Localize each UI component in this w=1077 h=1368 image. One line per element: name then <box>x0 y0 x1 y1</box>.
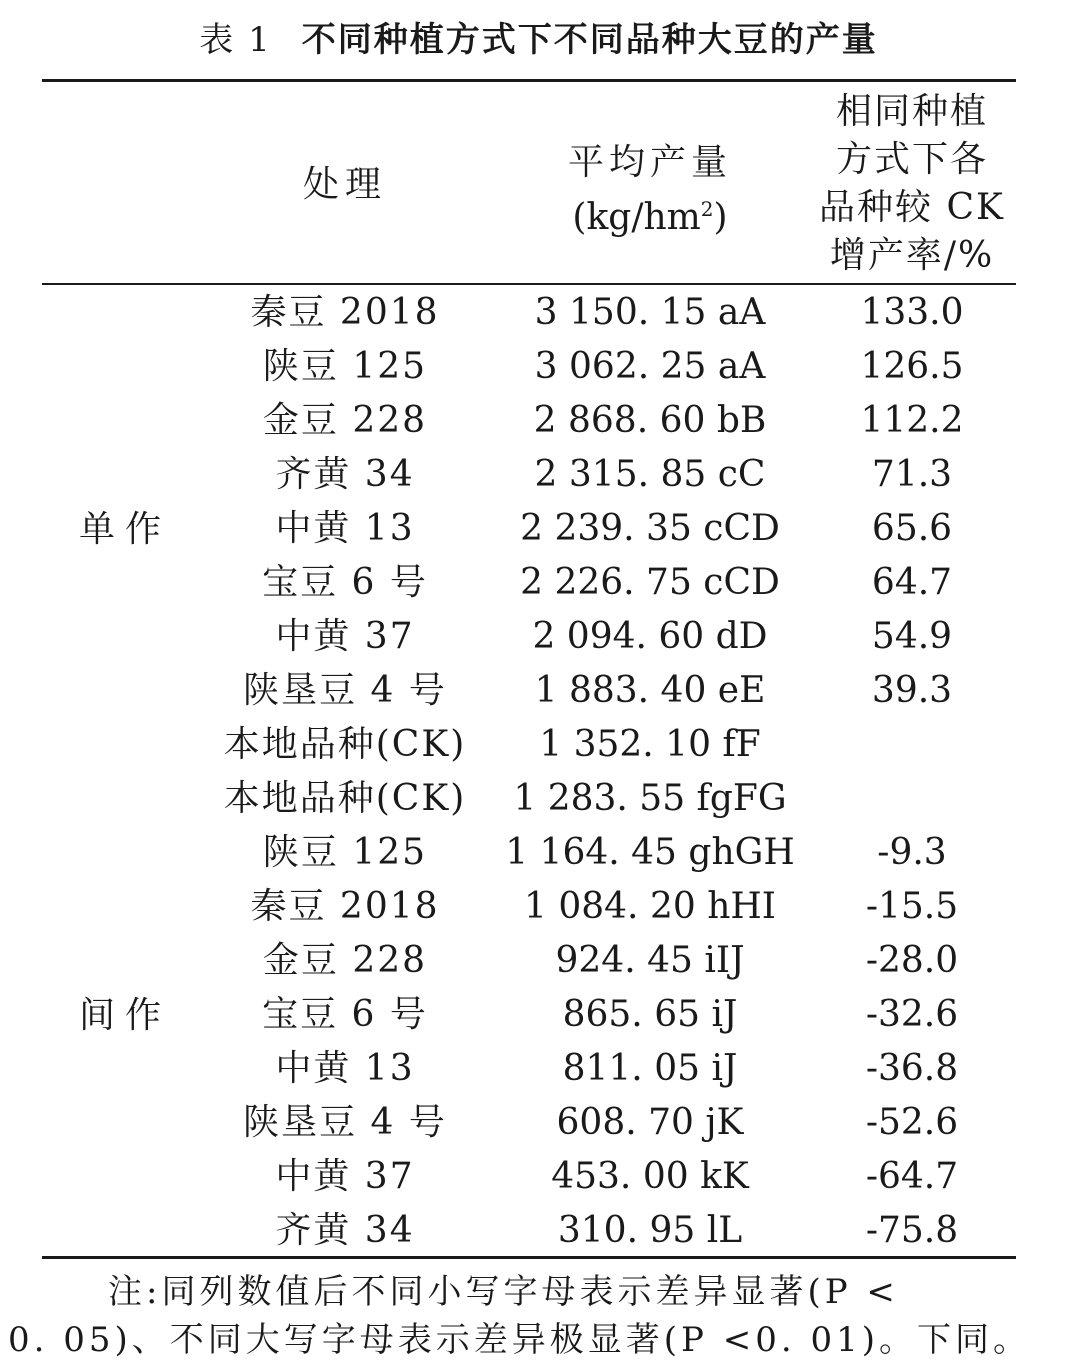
cell-yield: 608. 70 jK <box>556 1102 744 1143</box>
cell-increase-rate: -52.6 <box>865 1102 959 1143</box>
top-rule <box>42 79 1016 82</box>
cell-yield: 2 239. 35 cCD <box>520 508 780 549</box>
table-row <box>0 664 1077 718</box>
cell-increase-rate: -9.3 <box>877 832 947 873</box>
table-row <box>0 826 1077 880</box>
cell-yield: 2 226. 75 cCD <box>520 562 780 603</box>
header-rate-line: 品种较 CK <box>819 187 1005 228</box>
cell-increase-rate: -75.8 <box>865 1210 959 1251</box>
table-row <box>0 718 1077 772</box>
table-row <box>0 610 1077 664</box>
cell-yield: 1 164. 45 ghGH <box>505 832 795 873</box>
table-body <box>0 286 1077 1258</box>
table-row <box>0 988 1077 1042</box>
cell-increase-rate: 71.3 <box>871 454 953 495</box>
cell-yield: 1 084. 20 hHI <box>524 886 776 927</box>
cell-increase-rate: 133.0 <box>860 292 964 333</box>
cell-increase-rate: 65.6 <box>871 508 953 549</box>
header-yield <box>520 140 780 241</box>
cell-variety: 金豆 228 <box>262 400 428 441</box>
table-caption: 不同种植方式下不同品种大豆的产量 <box>301 20 878 60</box>
cell-increase-rate: 112.2 <box>860 400 964 441</box>
header-yield-unit: $(kg/hm^2)$ <box>572 197 728 238</box>
cell-yield: 3 150. 15 aA <box>534 292 766 333</box>
cell-variety: 宝豆 6 号 <box>262 994 428 1035</box>
note-line-2: 0. 05)、不同大写字母表示差异极显著(P <0. 01)。下同。 <box>8 1320 1031 1360</box>
bottom-rule <box>42 1256 1016 1259</box>
cell-variety: 秦豆 2018 <box>250 886 440 927</box>
header-rate-line: 相同种植 <box>835 91 988 132</box>
cell-yield: 310. 95 lL <box>557 1210 743 1251</box>
table-row <box>0 502 1077 556</box>
cell-yield: 2 315. 85 cC <box>534 454 766 495</box>
cell-variety: 金豆 228 <box>262 940 428 981</box>
cell-increase-rate: -32.6 <box>865 994 959 1035</box>
table-row <box>0 1096 1077 1150</box>
header-treatment: 处理 <box>302 164 387 205</box>
table-number: 表 1 <box>199 20 272 60</box>
table-row <box>0 880 1077 934</box>
cell-variety: 齐黄 34 <box>275 454 415 495</box>
cell-increase-rate: 64.7 <box>871 562 953 603</box>
cell-increase-rate: -36.8 <box>865 1048 959 1089</box>
cell-yield: 1 283. 55 fgFG <box>513 778 787 819</box>
cell-yield: 924. 45 iIJ <box>555 940 745 981</box>
table-row <box>0 394 1077 448</box>
table-row <box>0 556 1077 610</box>
cell-increase-rate: 54.9 <box>871 616 953 657</box>
cell-variety: 秦豆 2018 <box>250 292 440 333</box>
table-row <box>0 1204 1077 1258</box>
cell-yield: 3 062. 25 aA <box>534 346 766 387</box>
header-rate-line: 方式下各 <box>835 139 988 180</box>
cell-variety: 齐黄 34 <box>275 1210 415 1251</box>
cell-variety: 陕垦豆 4 号 <box>243 1102 447 1143</box>
table-row <box>0 448 1077 502</box>
table-title <box>0 14 1077 66</box>
cell-increase-rate: 126.5 <box>860 346 964 387</box>
table-row <box>0 772 1077 826</box>
cell-variety: 本地品种(CK) <box>223 778 467 819</box>
cell-variety: 中黄 13 <box>275 1048 415 1089</box>
cell-yield: 2 868. 60 bB <box>533 400 767 441</box>
table-row <box>0 340 1077 394</box>
cell-variety: 陕豆 125 <box>262 832 428 873</box>
note-line-1: 注:同列数值后不同小写字母表示差异显著(P < <box>108 1272 899 1312</box>
cell-variety: 中黄 37 <box>275 1156 415 1197</box>
cell-variety: 中黄 13 <box>275 508 415 549</box>
cell-increase-rate: -28.0 <box>865 940 959 981</box>
cell-increase-rate: 39.3 <box>871 670 953 711</box>
cell-increase-rate: -15.5 <box>865 886 959 927</box>
cell-increase-rate: -64.7 <box>865 1156 959 1197</box>
cell-yield: 2 094. 60 dD <box>532 616 768 657</box>
header-increase-rate <box>812 88 1012 280</box>
cell-variety: 本地品种(CK) <box>223 724 467 765</box>
group-label-intercrop: 间作 <box>78 995 171 1036</box>
header-rule <box>42 283 1016 285</box>
table-row <box>0 1042 1077 1096</box>
group-label-monocrop: 单作 <box>78 509 171 550</box>
table-row <box>0 934 1077 988</box>
cell-yield: 1 352. 10 fF <box>539 724 761 765</box>
table-row <box>0 1150 1077 1204</box>
header-yield-label: 平均产量 <box>567 142 732 183</box>
cell-yield: 1 883. 40 eE <box>534 670 766 711</box>
cell-variety: 宝豆 6 号 <box>262 562 428 603</box>
cell-variety: 陕垦豆 4 号 <box>243 670 447 711</box>
cell-yield: 453. 00 kK <box>551 1156 749 1197</box>
cell-yield: 865. 65 iJ <box>562 994 738 1035</box>
cell-variety: 中黄 37 <box>275 616 415 657</box>
cell-yield: 811. 05 iJ <box>562 1048 738 1089</box>
table-row <box>0 286 1077 340</box>
cell-variety: 陕豆 125 <box>262 346 428 387</box>
header-rate-line: 增产率/% <box>829 235 995 276</box>
